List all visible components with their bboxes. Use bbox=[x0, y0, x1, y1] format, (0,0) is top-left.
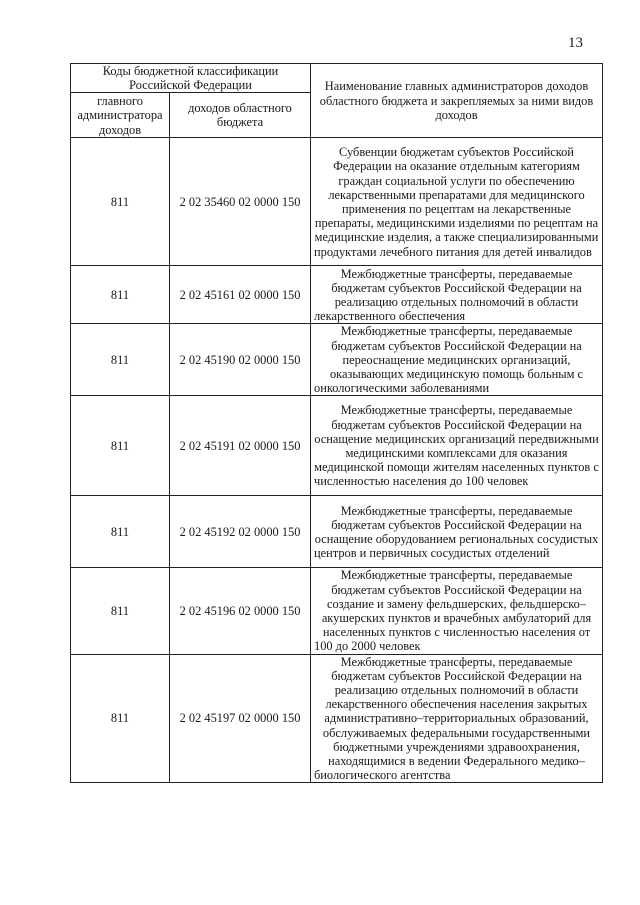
income-name-cell: Межбюджетные трансферты, передаваемые бюджетам субъектов Российской Федерации на оснащение медицинских организаций передвижными медицинскими комплексами для оказания медицинской помощи жителям населенных пунктов с численностью населения до 100 человек bbox=[311, 396, 603, 496]
table-row bbox=[71, 654, 603, 783]
admin-code-cell: 811 bbox=[71, 396, 170, 496]
income-code-cell: 2 02 45191 02 0000 150 bbox=[170, 396, 311, 496]
admin-code-cell: 811 bbox=[71, 138, 170, 266]
income-code-cell: 2 02 45196 02 0000 150 bbox=[170, 568, 311, 654]
table-row bbox=[71, 266, 603, 324]
income-name-cell: Межбюджетные трансферты, передаваемые бюджетам субъектов Российской Федерации на переоснащение медицинских организаций, оказывающих медицинскую помощь больным с онкологическими заболеваниями bbox=[311, 324, 603, 396]
header-admin-column: главного администратора доходов bbox=[71, 93, 170, 138]
table-row bbox=[71, 568, 603, 654]
income-name-cell: Межбюджетные трансферты, передаваемые бюджетам субъектов Российской Федерации на оснащение оборудованием региональных сосудистых центров и первичных сосудистых отделений bbox=[311, 496, 603, 568]
income-name-cell: Межбюджетные трансферты, передаваемые бюджетам субъектов Российской Федерации на реализацию отдельных полномочий в области лекарственного обеспечения населения закрытых административно–территориальных образований, обслуживаемых федеральными государственными бюджетными учреждениями здравоохранения, находящимися в ведении Федерального медико–биологического агентства bbox=[311, 654, 603, 783]
admin-code-cell: 811 bbox=[71, 654, 170, 783]
header-codes-group: Коды бюджетной классификации Российской Федерации bbox=[71, 64, 311, 93]
admin-code-cell: 811 bbox=[71, 324, 170, 396]
income-code-cell: 2 02 45190 02 0000 150 bbox=[170, 324, 311, 396]
income-name-cell: Субвенции бюджетам субъектов Российской Федерации на оказание отдельным категориям граждан социальной услуги по обеспечению лекарственными препаратами для медицинского применения по рецептам на лекарственные препараты, медицинскими изделиями по рецептам на медицинские изделия, а также специализированными продуктами лечебного питания для детей инвалидов bbox=[311, 138, 603, 266]
income-code-cell: 2 02 45192 02 0000 150 bbox=[170, 496, 311, 568]
header-name-column: Наименование главных администраторов доходов областного бюджета и закрепляемых за ними видов доходов bbox=[311, 64, 603, 138]
table-row bbox=[71, 324, 603, 396]
income-code-cell: 2 02 35460 02 0000 150 bbox=[170, 138, 311, 266]
income-name-cell: Межбюджетные трансферты, передаваемые бюджетам субъектов Российской Федерации на создание и замену фельдшерских, фельдшерско–акушерских пунктов и врачебных амбулаторий для населенных пунктов с численностью населения от 100 до 2000 человек bbox=[311, 568, 603, 654]
table-row bbox=[71, 496, 603, 568]
header-income-column: доходов областного бюджета bbox=[170, 93, 311, 138]
income-name-cell: Межбюджетные трансферты, передаваемые бюджетам субъектов Российской Федерации на реализацию отдельных полномочий в области лекарственного обеспечения bbox=[311, 266, 603, 324]
budget-classification-table bbox=[70, 63, 603, 783]
admin-code-cell: 811 bbox=[71, 496, 170, 568]
table-row bbox=[71, 138, 603, 266]
admin-code-cell: 811 bbox=[71, 266, 170, 324]
income-code-cell: 2 02 45161 02 0000 150 bbox=[170, 266, 311, 324]
admin-code-cell: 811 bbox=[71, 568, 170, 654]
table-row bbox=[71, 396, 603, 496]
income-code-cell: 2 02 45197 02 0000 150 bbox=[170, 654, 311, 783]
page-number: 13 bbox=[568, 35, 583, 51]
